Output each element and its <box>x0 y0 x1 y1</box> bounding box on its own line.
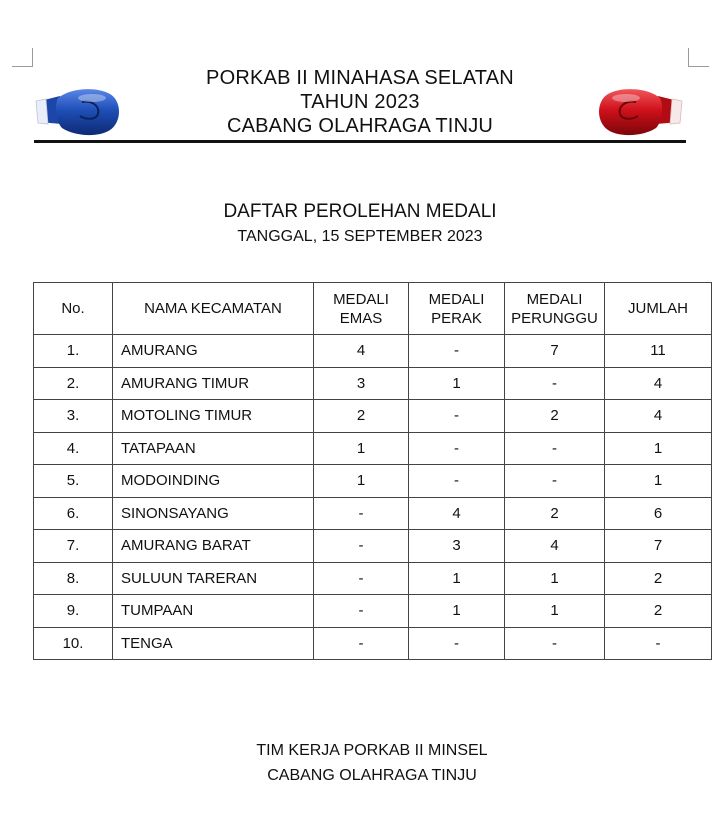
cell-silver: 3 <box>409 530 505 563</box>
cell-name: AMURANG <box>113 335 314 368</box>
cell-bronze: 7 <box>505 335 605 368</box>
table-row <box>34 432 712 465</box>
cell-total: 2 <box>605 595 712 628</box>
cell-total: 4 <box>605 367 712 400</box>
table-row <box>34 335 712 368</box>
cell-bronze: 2 <box>505 400 605 433</box>
header-gold-line2: EMAS <box>339 309 383 327</box>
cell-gold: - <box>314 530 409 563</box>
cell-name: MODOINDING <box>113 465 314 498</box>
header-rule <box>34 140 686 143</box>
cell-total: 6 <box>605 497 712 530</box>
crop-mark-top-right <box>688 48 709 67</box>
cell-gold: - <box>314 497 409 530</box>
header-silver <box>409 283 505 335</box>
cell-gold: - <box>314 627 409 660</box>
cell-no: 10. <box>34 627 113 660</box>
cell-gold: - <box>314 595 409 628</box>
document-footer <box>0 738 720 788</box>
cell-no: 4. <box>34 432 113 465</box>
table-row <box>34 562 712 595</box>
header-no: No. <box>34 283 113 335</box>
table-row <box>34 367 712 400</box>
table-header-row <box>34 283 712 335</box>
cell-total: 2 <box>605 562 712 595</box>
medal-list-date: TANGGAL, 15 SEPTEMBER 2023 <box>237 228 483 245</box>
cell-total: 1 <box>605 465 712 498</box>
cell-no: 5. <box>34 465 113 498</box>
cell-gold: 3 <box>314 367 409 400</box>
medal-table <box>33 282 712 660</box>
cell-silver: - <box>409 432 505 465</box>
table-row <box>34 497 712 530</box>
header-bronze-line1: MEDALI <box>526 290 583 308</box>
footer-line-1: TIM KERJA PORKAB II MINSEL <box>256 742 488 759</box>
cell-gold: 1 <box>314 465 409 498</box>
cell-no: 6. <box>34 497 113 530</box>
table-row <box>34 595 712 628</box>
cell-no: 9. <box>34 595 113 628</box>
cell-bronze: - <box>505 627 605 660</box>
cell-no: 8. <box>34 562 113 595</box>
cell-gold: 2 <box>314 400 409 433</box>
cell-total: 1 <box>605 432 712 465</box>
cell-gold: 1 <box>314 432 409 465</box>
cell-name: TENGA <box>113 627 314 660</box>
header-silver-line2: PERAK <box>431 309 482 327</box>
header-bronze <box>505 283 605 335</box>
cell-name: MOTOLING TIMUR <box>113 400 314 433</box>
cell-name: SULUUN TARERAN <box>113 562 314 595</box>
cell-silver: - <box>409 627 505 660</box>
cell-silver: 1 <box>409 367 505 400</box>
header-line-1: PORKAB II MINAHASA SELATAN <box>206 67 514 89</box>
cell-bronze: - <box>505 432 605 465</box>
header-bronze-line2: PERUNGGU <box>511 309 598 327</box>
cell-bronze: 2 <box>505 497 605 530</box>
cell-no: 3. <box>34 400 113 433</box>
header-silver-line1: MEDALI <box>428 290 485 308</box>
header-gold-line1: MEDALI <box>333 290 389 308</box>
table-row <box>34 465 712 498</box>
cell-bronze: 1 <box>505 595 605 628</box>
cell-silver: 4 <box>409 497 505 530</box>
cell-name: TUMPAAN <box>113 595 314 628</box>
cell-no: 2. <box>34 367 113 400</box>
cell-silver: 1 <box>409 595 505 628</box>
cell-no: 1. <box>34 335 113 368</box>
cell-gold: 4 <box>314 335 409 368</box>
cell-silver: - <box>409 400 505 433</box>
cell-total: - <box>605 627 712 660</box>
table-row <box>34 627 712 660</box>
cell-silver: 1 <box>409 562 505 595</box>
table-row <box>34 400 712 433</box>
cell-bronze: - <box>505 367 605 400</box>
cell-no: 7. <box>34 530 113 563</box>
cell-name: SINONSAYANG <box>113 497 314 530</box>
header-name: NAMA KECAMATAN <box>113 283 314 335</box>
cell-bronze: 1 <box>505 562 605 595</box>
cell-bronze: - <box>505 465 605 498</box>
cell-total: 7 <box>605 530 712 563</box>
cell-name: AMURANG BARAT <box>113 530 314 563</box>
medal-list-title: DAFTAR PEROLEHAN MEDALI <box>223 201 497 222</box>
header-total: JUMLAH <box>605 283 712 335</box>
header-line-2: TAHUN 2023 <box>300 91 420 113</box>
footer-line-2: CABANG OLAHRAGA TINJU <box>267 767 477 784</box>
crop-mark-top-left <box>12 48 33 67</box>
cell-total: 4 <box>605 400 712 433</box>
header-gold <box>314 283 409 335</box>
subtitle-block <box>0 200 720 248</box>
table-row <box>34 530 712 563</box>
cell-gold: - <box>314 562 409 595</box>
cell-bronze: 4 <box>505 530 605 563</box>
cell-silver: - <box>409 335 505 368</box>
cell-silver: - <box>409 465 505 498</box>
cell-total: 11 <box>605 335 712 368</box>
cell-name: AMURANG TIMUR <box>113 367 314 400</box>
cell-name: TATAPAAN <box>113 432 314 465</box>
document-header <box>0 66 720 138</box>
header-line-3: CABANG OLAHRAGA TINJU <box>226 115 494 137</box>
